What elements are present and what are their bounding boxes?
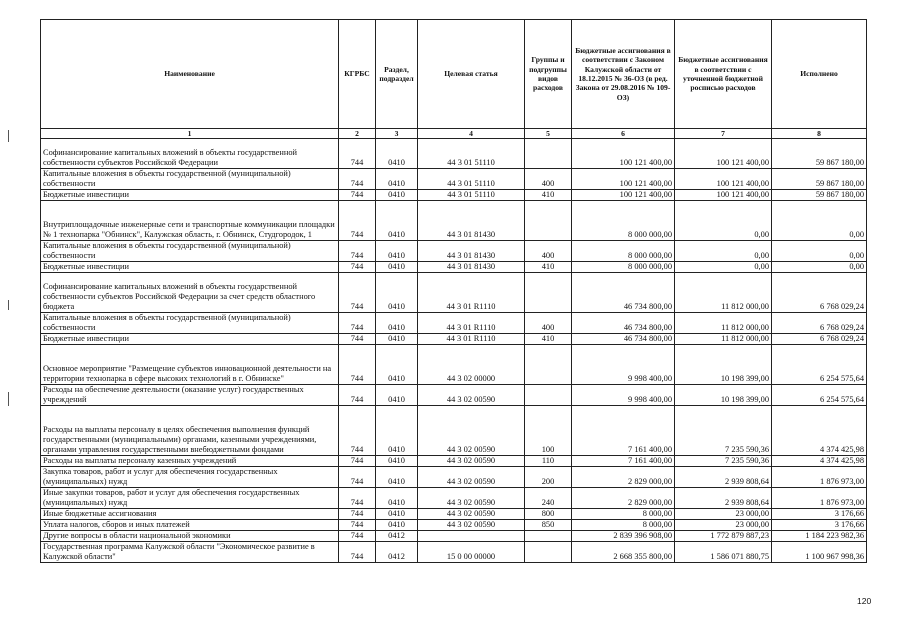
header-name: Наименование [41, 20, 339, 129]
cell-budget-law: 46 734 800,00 [572, 273, 675, 313]
cell-name: Внутриплощадочные инженерные сети и транспортные коммуникации площадки № 1 технопарка "Обнинск", Калужская область, г. Обнинск, Студгородок, 1 [41, 201, 339, 241]
cell-group: 100 [525, 406, 572, 456]
budget-table [40, 19, 867, 563]
table-row [41, 385, 867, 406]
table-row [41, 201, 867, 241]
cell-executed: 3 176,66 [772, 520, 867, 531]
cell-section: 0410 [376, 241, 418, 262]
cell-target: 15 0 00 00000 [418, 542, 525, 563]
column-number: 3 [376, 129, 418, 139]
cell-name: Иные закупки товаров, работ и услуг для обеспечения государственных (муниципальных) нужд [41, 488, 339, 509]
cell-name: Бюджетные инвестиции [41, 334, 339, 345]
cell-group [525, 201, 572, 241]
cell-section: 0410 [376, 345, 418, 385]
cell-target: 44 3 02 00590 [418, 509, 525, 520]
cell-budget-law: 2 829 000,00 [572, 467, 675, 488]
cell-kgrbs: 744 [339, 201, 376, 241]
cell-budget-law: 46 734 800,00 [572, 334, 675, 345]
table-row [41, 542, 867, 563]
column-number: 5 [525, 129, 572, 139]
cell-kgrbs: 744 [339, 241, 376, 262]
cell-section: 0412 [376, 542, 418, 563]
cell-section: 0410 [376, 201, 418, 241]
table-row [41, 488, 867, 509]
cell-budget-roster: 0,00 [675, 262, 772, 273]
cell-budget-roster: 11 812 000,00 [675, 313, 772, 334]
cell-target: 44 3 02 00590 [418, 520, 525, 531]
cell-budget-roster: 11 812 000,00 [675, 273, 772, 313]
column-number: 6 [572, 129, 675, 139]
cell-name: Государственная программа Калужской области "Экономическое развитие в Калужской области" [41, 542, 339, 563]
cell-executed: 6 768 029,24 [772, 273, 867, 313]
cell-name: Софинансирование капитальных вложений в объекты государственной собственности субъектов Российской Федерации за счет средств областного бюджета [41, 273, 339, 313]
cell-kgrbs: 744 [339, 406, 376, 456]
scan-edge-mark [8, 130, 9, 142]
column-number: 1 [41, 129, 339, 139]
cell-group: 110 [525, 456, 572, 467]
cell-section: 0410 [376, 509, 418, 520]
cell-budget-law: 2 829 000,00 [572, 488, 675, 509]
cell-budget-law: 2 668 355 800,00 [572, 542, 675, 563]
table-row [41, 520, 867, 531]
cell-section: 0410 [376, 520, 418, 531]
cell-budget-roster: 1 586 071 880,75 [675, 542, 772, 563]
cell-name: Расходы на выплаты персоналу в целях обеспечения выполнения функций государственными (муниципальными) органами, казенными учреждениями, органами управления государственными внебюджетными фондами [41, 406, 339, 456]
cell-executed: 0,00 [772, 201, 867, 241]
cell-section: 0410 [376, 262, 418, 273]
table-row [41, 467, 867, 488]
cell-target: 44 3 01 R1110 [418, 334, 525, 345]
cell-executed: 59 867 180,00 [772, 169, 867, 190]
scan-edge-mark [8, 300, 9, 310]
cell-name: Софинансирование капитальных вложений в объекты государственной собственности субъектов Российской Федерации [41, 139, 339, 169]
cell-target: 44 3 02 00000 [418, 345, 525, 385]
cell-name: Основное мероприятие "Размещение субъектов инновационной деятельности на территории технопарка в сфере высоких технологий в г. Обнинске" [41, 345, 339, 385]
cell-budget-law: 100 121 400,00 [572, 190, 675, 201]
cell-target: 44 3 02 00590 [418, 488, 525, 509]
table-row [41, 456, 867, 467]
cell-executed: 0,00 [772, 262, 867, 273]
cell-budget-roster: 23 000,00 [675, 509, 772, 520]
cell-group: 850 [525, 520, 572, 531]
cell-budget-roster: 2 939 808,64 [675, 467, 772, 488]
page-number: 120 [857, 596, 872, 606]
table-row [41, 334, 867, 345]
cell-name: Другие вопросы в области национальной экономики [41, 531, 339, 542]
cell-section: 0410 [376, 190, 418, 201]
table-row [41, 406, 867, 456]
cell-target: 44 3 01 R1110 [418, 273, 525, 313]
scan-edge-mark [8, 392, 9, 406]
cell-kgrbs: 744 [339, 169, 376, 190]
cell-budget-roster: 10 198 399,00 [675, 385, 772, 406]
cell-target [418, 531, 525, 542]
cell-section: 0410 [376, 406, 418, 456]
cell-section: 0410 [376, 139, 418, 169]
cell-budget-roster: 100 121 400,00 [675, 169, 772, 190]
cell-kgrbs: 744 [339, 139, 376, 169]
header-target: Целевая статья [418, 20, 525, 129]
cell-kgrbs: 744 [339, 345, 376, 385]
table-row [41, 169, 867, 190]
column-number: 4 [418, 129, 525, 139]
cell-group: 410 [525, 190, 572, 201]
column-number: 7 [675, 129, 772, 139]
cell-budget-law: 8 000 000,00 [572, 241, 675, 262]
header-budget-law: Бюджетные ассигнования в соответствии с Законом Калужской области от 18.12.2015 № 36-ОЗ (в ред. Закона от 29.08.2016 № 109-ОЗ) [572, 20, 675, 129]
table-row [41, 531, 867, 542]
cell-budget-law: 8 000 000,00 [572, 201, 675, 241]
cell-group [525, 139, 572, 169]
column-number: 2 [339, 129, 376, 139]
table-row [41, 190, 867, 201]
cell-budget-roster: 0,00 [675, 201, 772, 241]
cell-budget-law: 7 161 400,00 [572, 406, 675, 456]
table-row [41, 313, 867, 334]
cell-name: Расходы на обеспечение деятельности (оказание услуг) государственных учреждений [41, 385, 339, 406]
cell-name: Капитальные вложения в объекты государственной (муниципальной) собственности [41, 169, 339, 190]
cell-kgrbs: 744 [339, 488, 376, 509]
cell-name: Бюджетные инвестиции [41, 190, 339, 201]
cell-executed: 1 876 973,00 [772, 488, 867, 509]
cell-budget-roster: 100 121 400,00 [675, 139, 772, 169]
table-body [41, 139, 867, 563]
cell-budget-law: 2 839 396 908,00 [572, 531, 675, 542]
header-row [41, 20, 867, 129]
cell-budget-roster: 0,00 [675, 241, 772, 262]
table-row [41, 509, 867, 520]
cell-budget-roster: 7 235 590,36 [675, 456, 772, 467]
cell-executed: 4 374 425,98 [772, 406, 867, 456]
header-section: Раздел, подраздел [376, 20, 418, 129]
header-budget-roster: Бюджетные ассигнования в соответствии с уточненной бюджетной росписью расходов [675, 20, 772, 129]
cell-target: 44 3 01 81430 [418, 262, 525, 273]
cell-kgrbs: 744 [339, 531, 376, 542]
table-row [41, 241, 867, 262]
cell-group: 200 [525, 467, 572, 488]
cell-group: 410 [525, 334, 572, 345]
cell-name: Капитальные вложения в объекты государственной (муниципальной) собственности [41, 313, 339, 334]
cell-section: 0410 [376, 169, 418, 190]
cell-name: Иные бюджетные ассигнования [41, 509, 339, 520]
cell-budget-law: 8 000,00 [572, 520, 675, 531]
cell-executed: 1 184 223 982,36 [772, 531, 867, 542]
cell-executed: 1 100 967 998,36 [772, 542, 867, 563]
cell-budget-law: 46 734 800,00 [572, 313, 675, 334]
cell-section: 0410 [376, 467, 418, 488]
cell-target: 44 3 02 00590 [418, 385, 525, 406]
cell-executed: 59 867 180,00 [772, 139, 867, 169]
cell-executed: 0,00 [772, 241, 867, 262]
cell-group: 410 [525, 262, 572, 273]
cell-section: 0410 [376, 273, 418, 313]
cell-executed: 6 768 029,24 [772, 313, 867, 334]
cell-budget-law: 9 998 400,00 [572, 385, 675, 406]
cell-group [525, 531, 572, 542]
cell-target: 44 3 02 00590 [418, 406, 525, 456]
cell-group: 400 [525, 241, 572, 262]
cell-budget-law: 100 121 400,00 [572, 139, 675, 169]
table-row [41, 262, 867, 273]
cell-budget-roster: 2 939 808,64 [675, 488, 772, 509]
table-row [41, 139, 867, 169]
cell-target: 44 3 01 81430 [418, 241, 525, 262]
cell-kgrbs: 744 [339, 273, 376, 313]
cell-section: 0410 [376, 385, 418, 406]
cell-budget-roster: 10 198 399,00 [675, 345, 772, 385]
cell-budget-law: 100 121 400,00 [572, 169, 675, 190]
cell-target: 44 3 02 00590 [418, 467, 525, 488]
cell-section: 0410 [376, 488, 418, 509]
column-number: 8 [772, 129, 867, 139]
cell-kgrbs: 744 [339, 467, 376, 488]
cell-executed: 59 867 180,00 [772, 190, 867, 201]
cell-target: 44 3 01 R1110 [418, 313, 525, 334]
cell-budget-roster: 11 812 000,00 [675, 334, 772, 345]
cell-kgrbs: 744 [339, 456, 376, 467]
cell-executed: 3 176,66 [772, 509, 867, 520]
cell-target: 44 3 01 81430 [418, 201, 525, 241]
header-executed: Исполнено [772, 20, 867, 129]
cell-kgrbs: 744 [339, 385, 376, 406]
cell-kgrbs: 744 [339, 262, 376, 273]
cell-budget-law: 9 998 400,00 [572, 345, 675, 385]
cell-name: Капитальные вложения в объекты государственной (муниципальной) собственности [41, 241, 339, 262]
cell-name: Расходы на выплаты персоналу казенных учреждений [41, 456, 339, 467]
cell-budget-roster: 1 772 879 887,23 [675, 531, 772, 542]
cell-group: 800 [525, 509, 572, 520]
cell-kgrbs: 744 [339, 334, 376, 345]
cell-group [525, 273, 572, 313]
cell-executed: 4 374 425,98 [772, 456, 867, 467]
cell-executed: 6 254 575,64 [772, 385, 867, 406]
header-groups: Группы и подгруппы видов расходов [525, 20, 572, 129]
column-number-row [41, 129, 867, 139]
table-row [41, 345, 867, 385]
cell-section: 0410 [376, 456, 418, 467]
cell-section: 0410 [376, 313, 418, 334]
cell-target: 44 3 01 51110 [418, 190, 525, 201]
cell-executed: 1 876 973,00 [772, 467, 867, 488]
cell-kgrbs: 744 [339, 520, 376, 531]
budget-table-sheet [40, 19, 867, 563]
cell-section: 0410 [376, 334, 418, 345]
cell-group [525, 385, 572, 406]
cell-group [525, 345, 572, 385]
cell-name: Уплата налогов, сборов и иных платежей [41, 520, 339, 531]
cell-name: Закупка товаров, работ и услуг для обеспечения государственных (муниципальных) нужд [41, 467, 339, 488]
cell-target: 44 3 01 51110 [418, 169, 525, 190]
cell-budget-law: 8 000 000,00 [572, 262, 675, 273]
cell-group: 400 [525, 313, 572, 334]
header-kgrbs: КГРБС [339, 20, 376, 129]
cell-group: 400 [525, 169, 572, 190]
cell-executed: 6 254 575,64 [772, 345, 867, 385]
cell-name: Бюджетные инвестиции [41, 262, 339, 273]
cell-budget-roster: 23 000,00 [675, 520, 772, 531]
table-row [41, 273, 867, 313]
cell-group: 240 [525, 488, 572, 509]
cell-budget-law: 8 000,00 [572, 509, 675, 520]
cell-kgrbs: 744 [339, 509, 376, 520]
cell-budget-law: 7 161 400,00 [572, 456, 675, 467]
cell-target: 44 3 02 00590 [418, 456, 525, 467]
cell-budget-roster: 100 121 400,00 [675, 190, 772, 201]
cell-section: 0412 [376, 531, 418, 542]
cell-kgrbs: 744 [339, 542, 376, 563]
cell-executed: 6 768 029,24 [772, 334, 867, 345]
cell-kgrbs: 744 [339, 313, 376, 334]
cell-budget-roster: 7 235 590,36 [675, 406, 772, 456]
cell-group [525, 542, 572, 563]
cell-kgrbs: 744 [339, 190, 376, 201]
cell-target: 44 3 01 51110 [418, 139, 525, 169]
